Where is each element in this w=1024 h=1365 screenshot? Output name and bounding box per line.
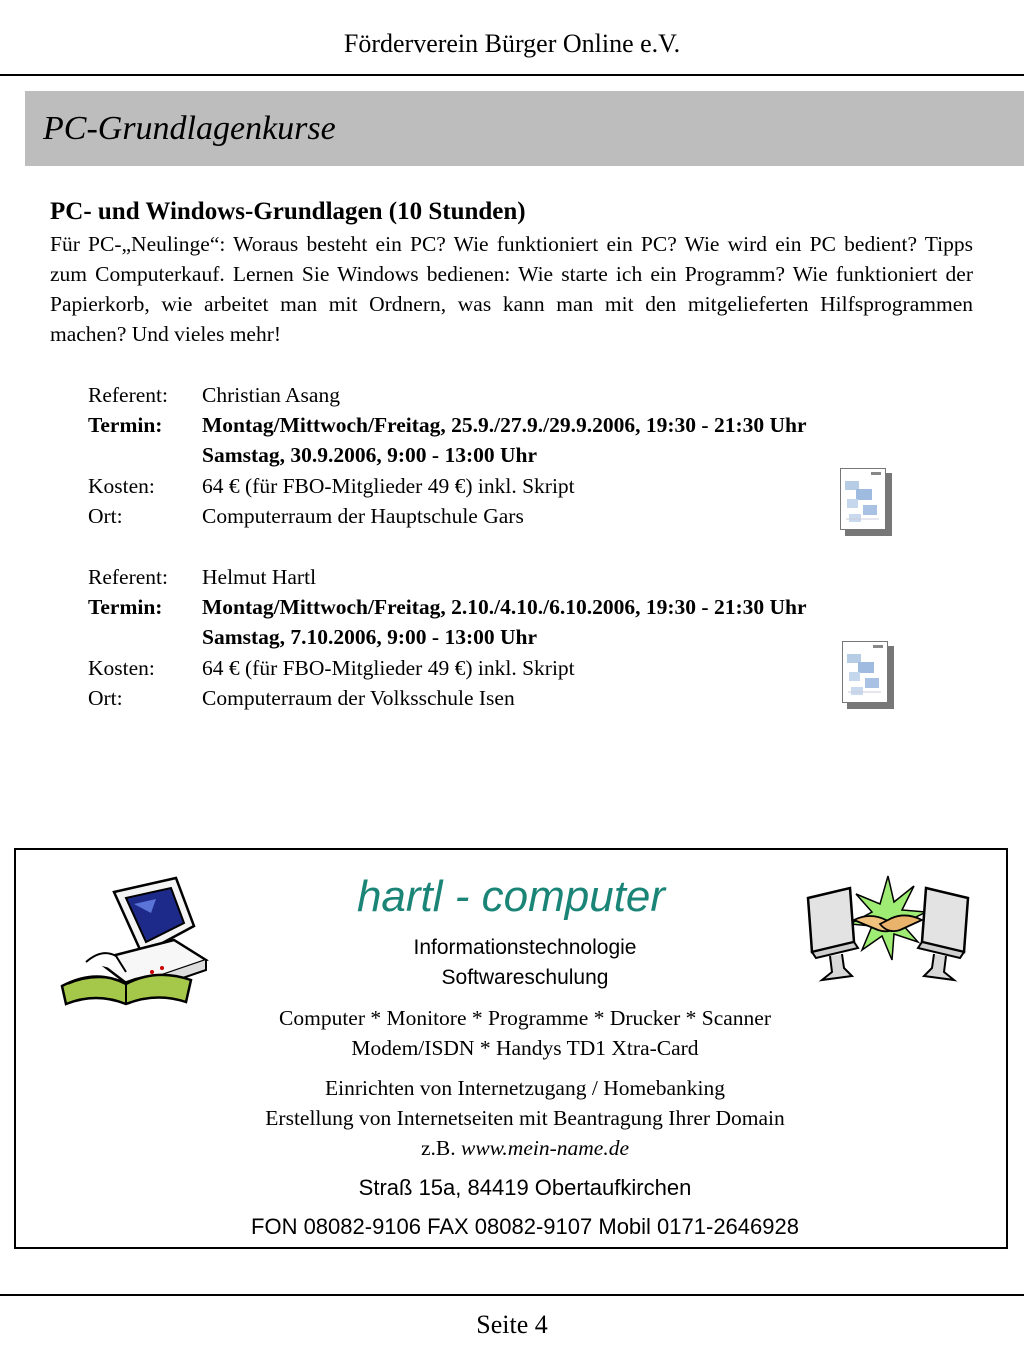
- products-line-2: Modem/ISDN * Handys TD1 Xtra-Card: [351, 1036, 699, 1060]
- section-title: PC-Grundlagenkurse: [43, 110, 336, 147]
- ort-label: Ort:: [88, 504, 123, 528]
- referent-name: Christian Asang: [202, 383, 340, 407]
- section-banner: [25, 91, 1024, 166]
- termin-label: Termin:: [88, 595, 163, 619]
- termin-weekdays: Montag/Mittwoch/Freitag, 25.9./27.9./29.9.2006, 19:30 - 21:30 Uhr: [202, 413, 807, 437]
- kosten-label: Kosten:: [88, 474, 155, 498]
- company-tagline-2: Softwareschulung: [441, 966, 609, 989]
- course-description: Für PC-„Neulinge“: Woraus besteht ein PC? Wie funktioniert ein PC? Wie wird ein PC bedient? Tipps zum Computerkauf. Lernen Sie Windows bedienen: Wie starte ich ein Programm? Wie funktioniert der Papierkorb, wie arbeitet man mit Ordnern, was kann man mit den mitgelieferten Hilfsprogrammen machen? Und vieles mehr!: [50, 232, 973, 346]
- example-line: [16, 1133, 1024, 1163]
- header-divider: [0, 74, 1024, 76]
- example-prefix: z.B.: [420, 1136, 461, 1160]
- referent-label: Referent:: [88, 383, 168, 407]
- script-document-icon: [842, 641, 894, 709]
- company-address: Straß 15a, 84419 Obertaufkirchen: [358, 1175, 692, 1200]
- computers-handshake-icon: [802, 868, 974, 993]
- script-document-icon: [840, 468, 892, 536]
- termin-label: Termin:: [88, 413, 163, 437]
- ort-value: Computerraum der Volksschule Isen: [202, 686, 515, 710]
- termin-weekdays: Montag/Mittwoch/Freitag, 2.10./4.10./6.10.2006, 19:30 - 21:30 Uhr: [202, 595, 807, 619]
- kosten-label: Kosten:: [88, 656, 155, 680]
- termin-saturday: Samstag, 7.10.2006, 9:00 - 13:00 Uhr: [202, 625, 538, 649]
- page-number: Seite 4: [476, 1310, 548, 1339]
- header-title: Förderverein Bürger Online e.V.: [343, 29, 681, 58]
- kosten-value: 64 € (für FBO-Mitglieder 49 €) inkl. Skript: [202, 474, 575, 498]
- ort-label: Ort:: [88, 686, 123, 710]
- services-line-1: Einrichten von Internetzugang / Homebanking: [324, 1076, 726, 1100]
- products-line-1: Computer * Monitore * Programme * Drucker * Scanner: [279, 1006, 771, 1030]
- company-tagline-1: Informationstechnologie: [413, 936, 637, 959]
- termin-saturday: Samstag, 30.9.2006, 9:00 - 13:00 Uhr: [202, 443, 538, 467]
- company-name: hartl - computer: [356, 872, 666, 921]
- referent-name: Helmut Hartl: [202, 565, 317, 589]
- footer-divider: [0, 1294, 1024, 1296]
- kosten-value: 64 € (für FBO-Mitglieder 49 €) inkl. Skript: [202, 656, 575, 680]
- advertisement-box: [14, 848, 1008, 1249]
- course-title: PC- und Windows-Grundlagen (10 Stunden): [50, 198, 526, 225]
- company-contact: FON 08082-9106 FAX 08082-9107 Mobil 0171-2646928: [251, 1214, 799, 1239]
- ort-value: Computerraum der Hauptschule Gars: [202, 504, 524, 528]
- services-line-2: Erstellung von Internetseiten mit Beantragung Ihrer Domain: [265, 1106, 785, 1130]
- referent-label: Referent:: [88, 565, 168, 589]
- example-url: www.mein-name.de: [461, 1136, 629, 1160]
